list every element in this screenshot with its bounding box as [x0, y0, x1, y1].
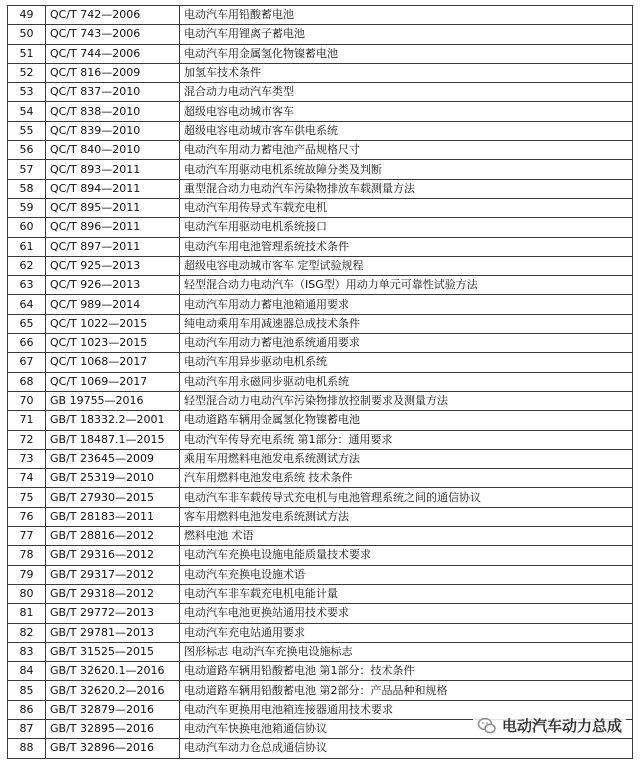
row-number: 78 [8, 546, 46, 565]
standard-code: GB/T 18487.1—2015 [46, 430, 180, 449]
standard-code: QC/T 1022—2015 [46, 314, 180, 333]
standard-code: QC/T 743—2006 [46, 25, 180, 44]
standard-title: 电动汽车用动力蓄电池系统通用要求 [180, 334, 633, 353]
row-number: 59 [8, 198, 46, 217]
standard-title: 电动汽车用永磁同步驱动电机系统 [180, 372, 633, 391]
standard-code: QC/T 840—2010 [46, 141, 180, 160]
row-number: 80 [8, 584, 46, 603]
table-row [8, 623, 633, 642]
row-number: 62 [8, 256, 46, 275]
table-row [8, 256, 633, 275]
standard-code: QC/T 896—2011 [46, 218, 180, 237]
table-row [8, 430, 633, 449]
row-number: 74 [8, 469, 46, 488]
standard-title: 加氢车技术条件 [180, 63, 633, 82]
row-number: 77 [8, 527, 46, 546]
standard-code: GB/T 27930—2015 [46, 488, 180, 507]
table-row [8, 63, 633, 82]
table-row [8, 6, 633, 25]
standard-code: GB/T 25319—2010 [46, 469, 180, 488]
row-number: 53 [8, 83, 46, 102]
standard-code: QC/T 1069—2017 [46, 372, 180, 391]
row-number: 68 [8, 372, 46, 391]
table-row [8, 372, 633, 391]
standard-title: 电动道路车辆用铅酸蓄电池 第1部分：技术条件 [180, 662, 633, 681]
row-number: 76 [8, 507, 46, 526]
standard-title: 超级电容电动城市客车 定型试验规程 [180, 256, 633, 275]
standard-code: GB 19755—2016 [46, 391, 180, 410]
standard-code: GB/T 32879—2016 [46, 700, 180, 719]
standard-title: 混合动力电动汽车类型 [180, 83, 633, 102]
row-number: 84 [8, 662, 46, 681]
table-row [8, 584, 633, 603]
row-number: 87 [8, 719, 46, 738]
standard-title: 轻型混合动力电动汽车污染物排放控制要求及测量方法 [180, 391, 633, 410]
row-number: 49 [8, 6, 46, 25]
standard-title: 电动汽车用铅酸蓄电池 [180, 6, 633, 25]
row-number: 63 [8, 276, 46, 295]
standard-code: QC/T 744—2006 [46, 44, 180, 63]
standard-title: 电动汽车用异步驱动电机系统 [180, 353, 633, 372]
row-number: 58 [8, 179, 46, 198]
table-row [8, 507, 633, 526]
row-number: 64 [8, 295, 46, 314]
wechat-icon [477, 716, 497, 736]
table-row [8, 295, 633, 314]
standard-title: 电动汽车用锂离子蓄电池 [180, 25, 633, 44]
table-row [8, 681, 633, 700]
row-number: 73 [8, 449, 46, 468]
standard-title: 电动道路车辆用金属氢化物镍蓄电池 [180, 411, 633, 430]
standard-title: 轻型混合动力电动汽车（ISG型）用动力单元可靠性试验方法 [180, 276, 633, 295]
row-number: 51 [8, 44, 46, 63]
row-number: 60 [8, 218, 46, 237]
row-number: 55 [8, 121, 46, 140]
standard-code: QC/T 895—2011 [46, 198, 180, 217]
table-row [8, 642, 633, 661]
table-row [8, 334, 633, 353]
table-row [8, 83, 633, 102]
standard-title: 电动汽车快换电池箱通信协议 [180, 719, 633, 738]
standard-code: QC/T 989—2014 [46, 295, 180, 314]
table-row [8, 198, 633, 217]
standard-title: 客车用燃料电池发电系统测试方法 [180, 507, 633, 526]
row-number: 70 [8, 391, 46, 410]
standard-title: 超级电容电动城市客车供电系统 [180, 121, 633, 140]
standard-title: 电动汽车充换电设施术语 [180, 565, 633, 584]
row-number: 88 [8, 739, 46, 758]
table-row [8, 662, 633, 681]
row-number: 54 [8, 102, 46, 121]
row-number: 50 [8, 25, 46, 44]
standards-table [7, 5, 633, 759]
table-row [8, 565, 633, 584]
standard-title: 电动汽车动力仓总成通信协议 [180, 739, 633, 758]
standard-title: 超级电容电动城市客车 [180, 102, 633, 121]
standard-code: GB/T 31525—2015 [46, 642, 180, 661]
standard-code: QC/T 926—2013 [46, 276, 180, 295]
table-row [8, 411, 633, 430]
standard-code: GB/T 29316—2012 [46, 546, 180, 565]
standard-code: QC/T 1068—2017 [46, 353, 180, 372]
table-row [8, 488, 633, 507]
standard-title: 电动汽车用动力蓄电池产品规格尺寸 [180, 141, 633, 160]
standard-title: 电动汽车非车载传导式充电机与电池管理系统之间的通信协议 [180, 488, 633, 507]
standard-code: GB/T 18332.2—2001 [46, 411, 180, 430]
standard-code: GB/T 29317—2012 [46, 565, 180, 584]
standards-table-body [8, 6, 633, 759]
standard-code: GB/T 32620.2—2016 [46, 681, 180, 700]
standard-code: QC/T 893—2011 [46, 160, 180, 179]
table-row [8, 314, 633, 333]
row-number: 75 [8, 488, 46, 507]
standard-code: GB/T 29772—2013 [46, 604, 180, 623]
standard-title: 汽车用燃料电池发电系统 技术条件 [180, 469, 633, 488]
table-row [8, 160, 633, 179]
standard-title: 电动汽车用动力蓄电池箱通用要求 [180, 295, 633, 314]
standard-code: QC/T 742—2006 [46, 6, 180, 25]
table-row [8, 276, 633, 295]
table-row [8, 218, 633, 237]
table-row [8, 527, 633, 546]
standard-title: 电动汽车非车载充电机电能计量 [180, 584, 633, 603]
standard-title: 电动道路车辆用铅酸蓄电池 第2部分：产品品种和规格 [180, 681, 633, 700]
standard-title: 电动汽车用传导式车载充电机 [180, 198, 633, 217]
row-number: 72 [8, 430, 46, 449]
standard-code: QC/T 894—2011 [46, 179, 180, 198]
table-row [8, 739, 633, 758]
standard-code: QC/T 925—2013 [46, 256, 180, 275]
watermark [473, 713, 626, 738]
standard-title: 电动汽车用电池管理系统技术条件 [180, 237, 633, 256]
standard-title: 纯电动乘用车用减速器总成技术条件 [180, 314, 633, 333]
table-row [8, 121, 633, 140]
watermark-text: 电动汽车动力总成 [501, 717, 622, 735]
standard-code: GB/T 29781—2013 [46, 623, 180, 642]
standard-title: 电动汽车充换电设施电能质量技术要求 [180, 546, 633, 565]
row-number: 57 [8, 160, 46, 179]
table-row [8, 44, 633, 63]
standard-code: GB/T 28183—2011 [46, 507, 180, 526]
standard-title: 电动汽车用驱动电机系统接口 [180, 218, 633, 237]
row-number: 56 [8, 141, 46, 160]
row-number: 67 [8, 353, 46, 372]
standard-code: GB/T 32620.1—2016 [46, 662, 180, 681]
table-row [8, 546, 633, 565]
row-number: 82 [8, 623, 46, 642]
table-row [8, 353, 633, 372]
standard-title: 电动汽车充电站通用要求 [180, 623, 633, 642]
row-number: 61 [8, 237, 46, 256]
standard-title: 电动汽车电池更换站通用技术要求 [180, 604, 633, 623]
standard-title: 电动汽车更换用电池箱连接器通用技术要求 [180, 700, 633, 719]
standard-code: GB/T 28816—2012 [46, 527, 180, 546]
standard-code: GB/T 32895—2016 [46, 719, 180, 738]
table-row [8, 102, 633, 121]
standard-code: GB/T 32896—2016 [46, 739, 180, 758]
table-row [8, 449, 633, 468]
standard-title: 电动汽车用金属氢化物镍蓄电池 [180, 44, 633, 63]
table-row [8, 141, 633, 160]
row-number: 66 [8, 334, 46, 353]
row-number: 79 [8, 565, 46, 584]
row-number: 52 [8, 63, 46, 82]
standard-title: 电动汽车传导充电系统 第1部分：通用要求 [180, 430, 633, 449]
standard-code: GB/T 29318—2012 [46, 584, 180, 603]
standard-title: 电动汽车用驱动电机系统故障分类及判断 [180, 160, 633, 179]
table-row [8, 604, 633, 623]
standard-code: QC/T 1023—2015 [46, 334, 180, 353]
standard-code: QC/T 897—2011 [46, 237, 180, 256]
standard-title: 图形标志 电动汽车充换电设施标志 [180, 642, 633, 661]
table-row [8, 237, 633, 256]
row-number: 65 [8, 314, 46, 333]
table-row [8, 179, 633, 198]
row-number: 85 [8, 681, 46, 700]
standard-code: QC/T 838—2010 [46, 102, 180, 121]
standard-title: 乘用车用燃料电池发电系统测试方法 [180, 449, 633, 468]
table-row [8, 469, 633, 488]
row-number: 83 [8, 642, 46, 661]
table-row [8, 391, 633, 410]
row-number: 81 [8, 604, 46, 623]
row-number: 86 [8, 700, 46, 719]
standard-code: GB/T 23645—2009 [46, 449, 180, 468]
standard-title: 重型混合动力电动汽车污染物排放车载测量方法 [180, 179, 633, 198]
table-row [8, 25, 633, 44]
standard-title: 燃料电池 术语 [180, 527, 633, 546]
standard-code: QC/T 839—2010 [46, 121, 180, 140]
standard-code: QC/T 837—2010 [46, 83, 180, 102]
row-number: 71 [8, 411, 46, 430]
standard-code: QC/T 816—2009 [46, 63, 180, 82]
